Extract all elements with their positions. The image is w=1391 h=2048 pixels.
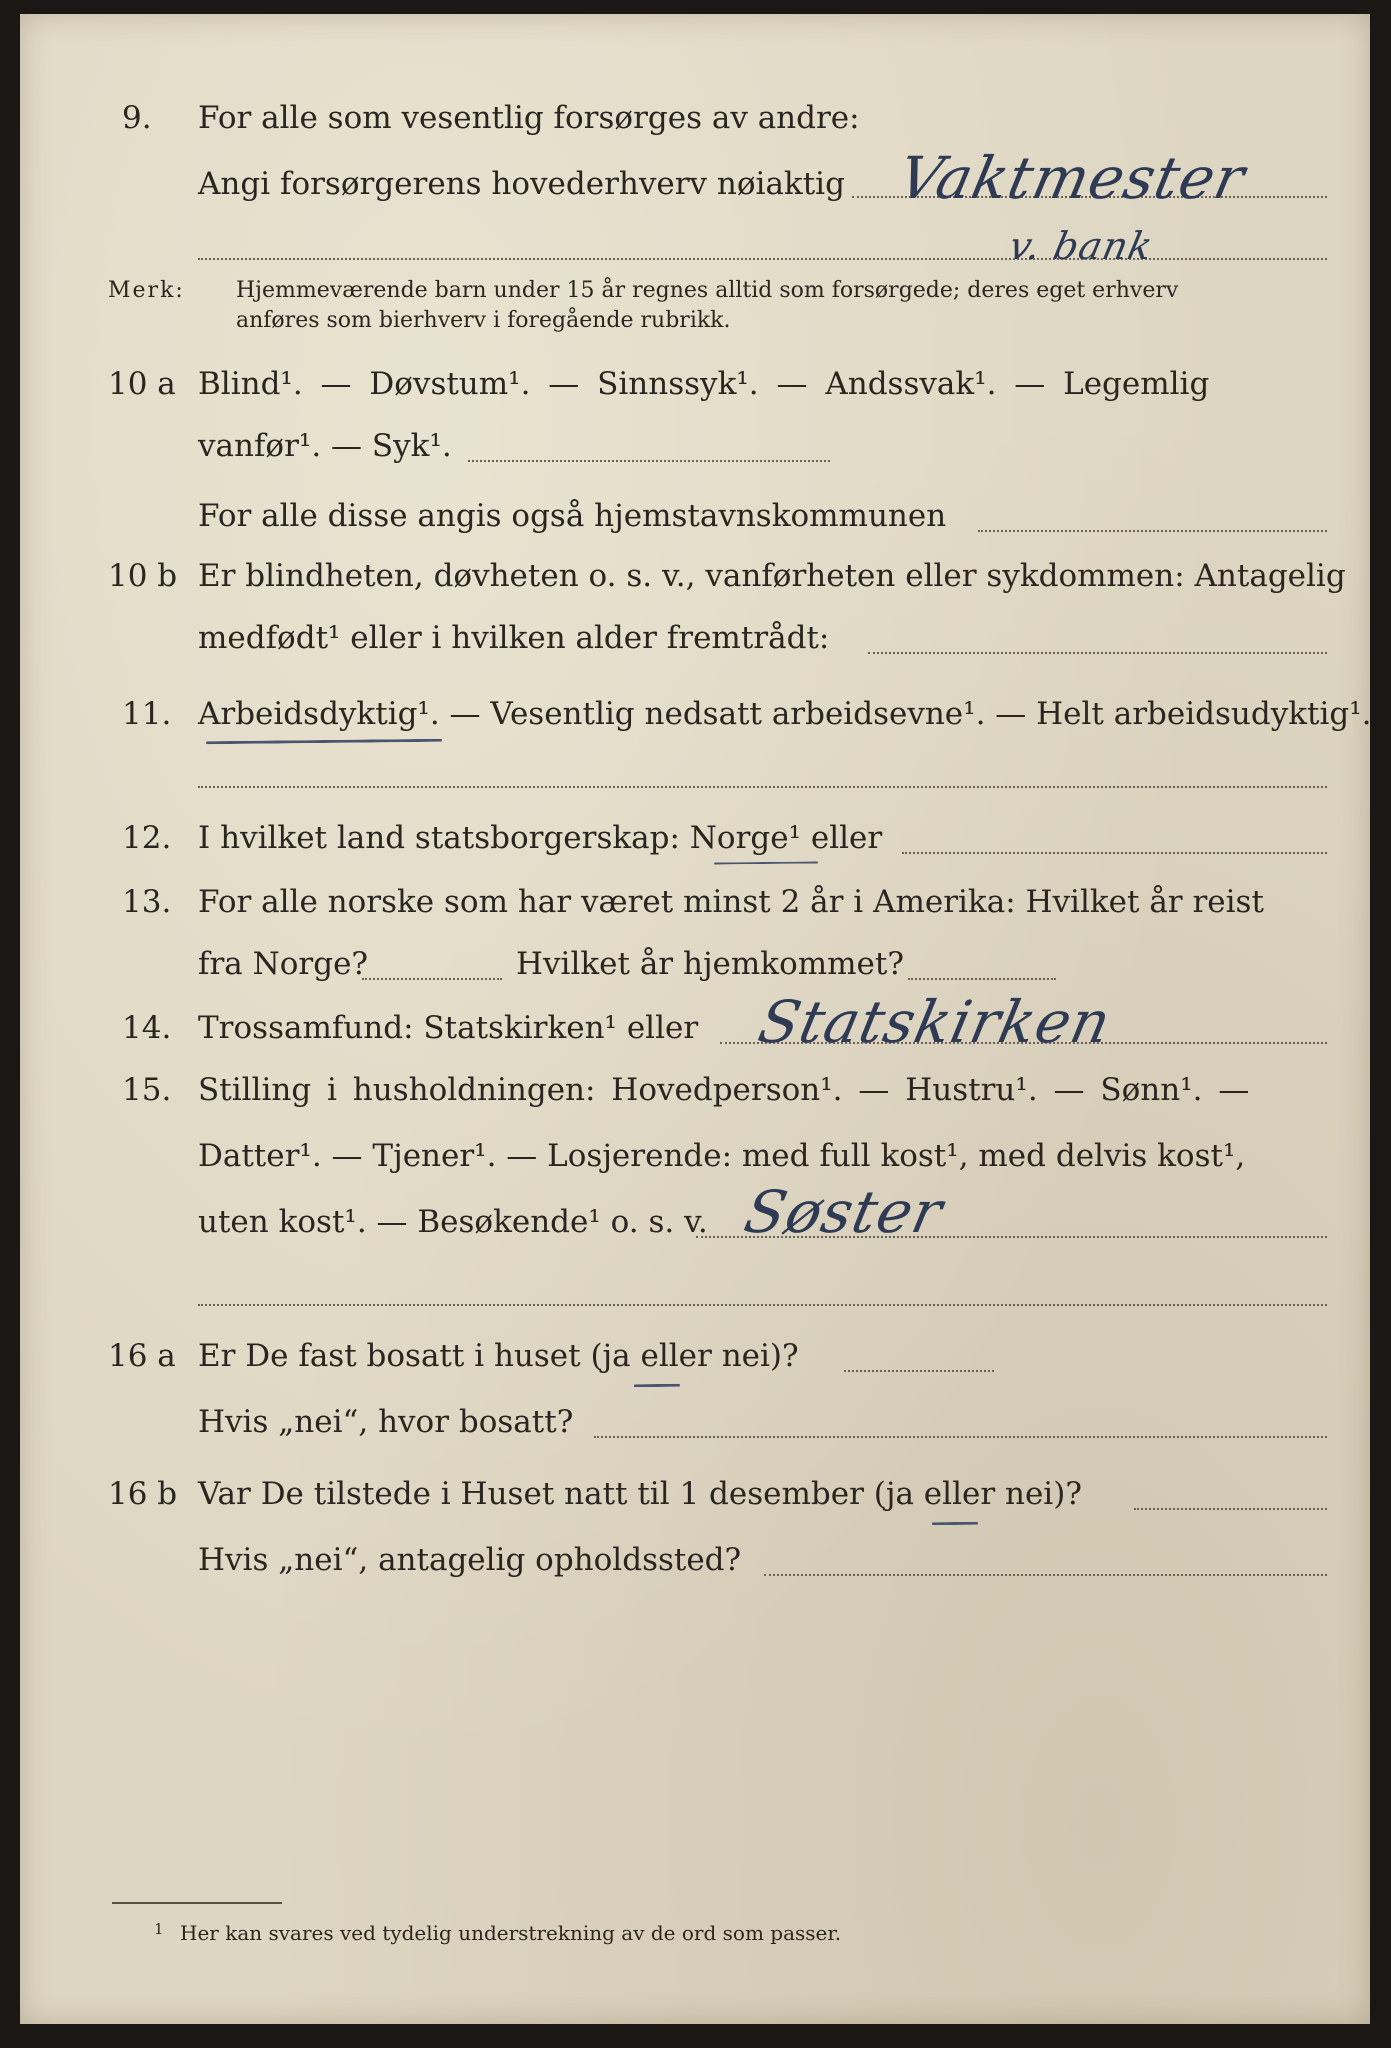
q16a-handwritten-underline [634,1384,680,1387]
q16b-number: 16 b [108,1476,178,1512]
q16a-question: Er De fast bosatt i huset (ja eller nei)? [198,1338,799,1374]
q12-handwritten-underline [714,861,818,864]
footnote-rule [112,1902,282,1904]
q9-handwritten-answer-line2: v. bank [1005,224,1158,268]
q10a-number: 10 a [108,366,176,402]
q9-answer-line2 [198,258,1327,260]
q16b-question: Var De tilstede i Huset natt til 1 desember (ja eller nei)? [198,1476,1082,1512]
q10a-question-line2: vanfør¹. — Syk¹. [198,428,452,464]
q9-question-line2: Angi forsørgerens hovederhverv nøiaktig [198,166,845,202]
q10a-answer-line2 [978,530,1327,532]
q10a-answer-line [468,460,830,462]
q16b-answer-line2 [764,1574,1327,1576]
q10a-question: Blind¹. — Døvstum¹. — Sinnssyk¹. — Andssvak¹. — Legemlig [198,366,1210,402]
q14-number: 14. [122,1010,172,1046]
q10b-question-line2: medfødt¹ eller i hvilken alder fremtrådt: [198,620,830,656]
q15-number: 15. [122,1072,172,1108]
q10b-number: 10 b [108,558,178,594]
q12-answer-line [902,852,1327,854]
q11-handwritten-underline [206,739,442,744]
census-form-page [20,14,1370,2024]
q13-question-line2b: Hvilket år hjemkommet? [516,946,904,982]
q16a-number: 16 a [108,1338,176,1374]
q14-question: Trossamfund: Statskirken¹ eller [198,1010,699,1046]
q16a-answer-line2 [594,1436,1327,1438]
q15-handwritten-answer: Søster [738,1178,950,1246]
footnote-text: Her kan svares ved tydelig understrekning av de ord som passer. [180,1921,842,1945]
q15-question: Stilling i husholdningen: Hovedperson¹. — Hustru¹. — Sønn¹. — [198,1072,1250,1108]
q11-answer-line [198,786,1327,788]
q10a-question-line3: For alle disse angis også hjemstavnskommunen [198,498,947,534]
q16a-answer-line [844,1370,994,1372]
q16b-handwritten-underline [932,1522,978,1525]
q13-question-line2a: fra Norge? [198,946,369,982]
q10b-question: Er blindheten, døvheten o. s. v., vanførheten eller sykdommen: Antagelig [198,558,1346,594]
q9-handwritten-answer: Vaktmester [892,144,1252,212]
q13-number: 13. [122,884,172,920]
q15-question-line3: uten kost¹. — Besøkende¹ o. s. v. [198,1204,708,1240]
q10b-answer-line [868,652,1327,654]
footnote-mark: 1 [154,1920,164,1938]
q12-number: 12. [122,820,172,856]
q16a-question-line2: Hvis „nei“, hvor bosatt? [198,1404,574,1440]
q16b-answer-line [1134,1508,1327,1510]
q15-question-line2: Datter¹. — Tjener¹. — Losjerende: med full kost¹, med delvis kost¹, [198,1138,1246,1174]
q13-year-returned-line [908,978,1056,980]
q16b-question-line2: Hvis „nei“, antagelig opholdssted? [198,1542,742,1578]
q11-number: 11. [122,696,172,732]
merk-label: Merk: [108,278,185,303]
q9-number: 9. [122,100,152,136]
q13-question: For alle norske som har været minst 2 år i Amerika: Hvilket år reist [198,884,1264,920]
q12-question: I hvilket land statsborgerskap: Norge¹ eller [198,820,883,856]
q13-year-left-line [362,978,502,980]
merk-note-line2: anføres som bierhverv i foregående rubrikk. [236,308,731,333]
q14-handwritten-answer: Statskirken [752,988,1118,1056]
q15-answer-line2 [198,1304,1327,1306]
q9-question: For alle som vesentlig forsørges av andre: [198,100,860,136]
q11-question: Arbeidsdyktig¹. — Vesentlig nedsatt arbeidsevne¹. — Helt arbeidsudyktig¹. [198,696,1372,732]
merk-note: Hjemmeværende barn under 15 år regnes alltid som forsørgede; deres eget erhverv [236,278,1179,303]
